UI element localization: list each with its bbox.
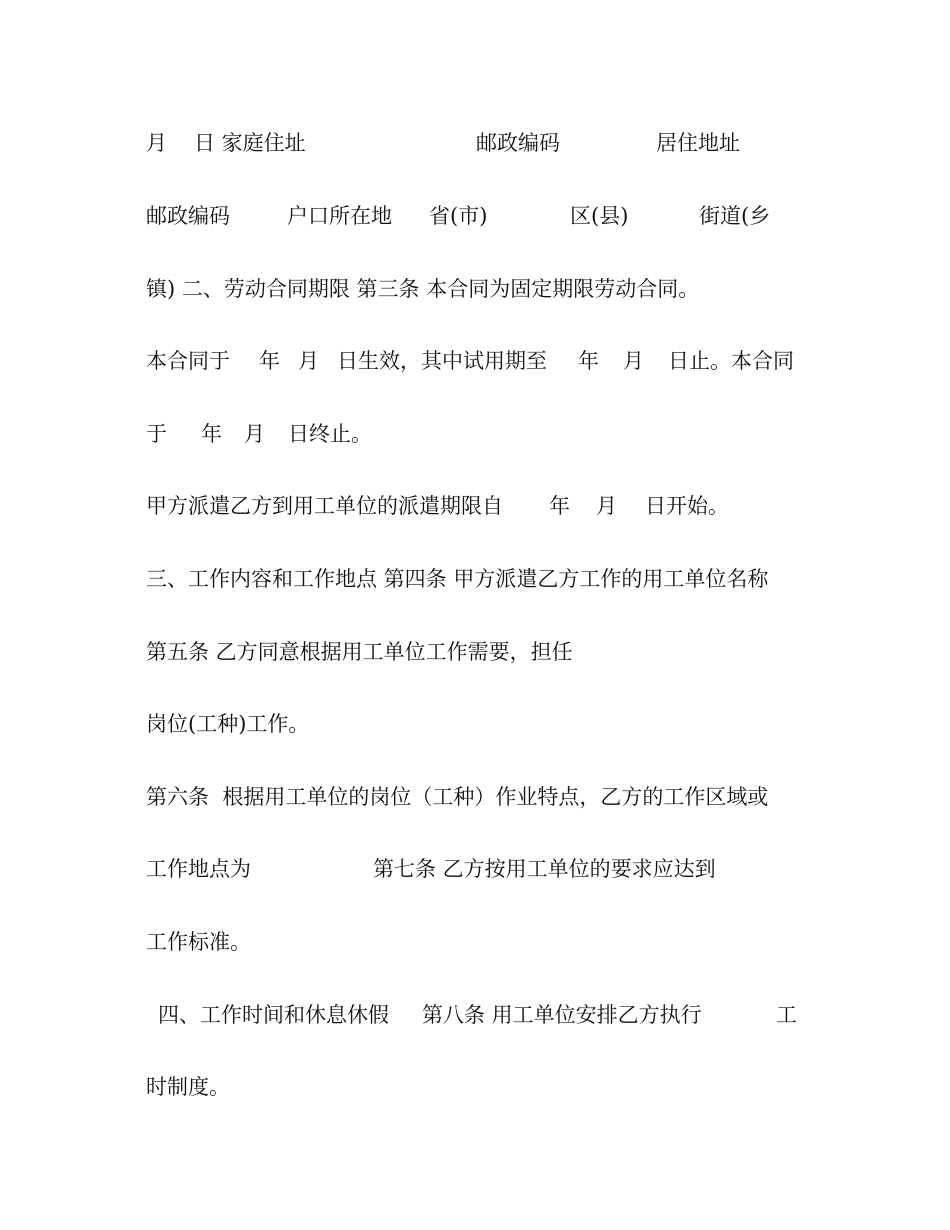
text-segment: 区(县)	[570, 204, 629, 228]
text-line	[146, 639, 573, 717]
text-segment: 日生效，其中试用期至	[337, 349, 547, 373]
text-segment: 甲方派遣乙方到用工单位的派遣期限自	[146, 494, 503, 518]
text-segment: 日终止。	[288, 422, 372, 446]
text-segment: 月	[298, 349, 319, 373]
text-segment: 日 家庭住址	[194, 131, 306, 155]
text-segment: 年	[259, 349, 280, 373]
text-line	[146, 784, 769, 862]
text-segment: 月	[146, 131, 167, 155]
text-segment: 岗位(工种)工作。	[146, 712, 310, 736]
text-segment: 月	[596, 494, 617, 518]
text-segment: 工	[776, 1003, 797, 1027]
text-segment: 本合同于	[146, 349, 230, 373]
text-segment: 镇) 二、劳动合同期限 第三条 本合同为固定期限劳动合同。	[146, 277, 700, 301]
text-segment: 于	[146, 422, 167, 446]
text-segment: 三、工作内容和工作地点 第四条 甲方派遣乙方工作的用工单位名称	[146, 567, 769, 591]
text-segment: 日止。本合同	[668, 349, 794, 373]
text-segment: 街道(乡	[699, 204, 771, 228]
text-line	[146, 566, 769, 644]
text-segment: 年	[201, 422, 222, 446]
text-line	[146, 711, 310, 789]
text-segment: 居住地址	[656, 131, 740, 155]
text-segment: 四、工作时间和休息休假	[158, 1003, 389, 1027]
text-segment: 月	[623, 349, 644, 373]
text-segment: 工作标准。	[146, 930, 251, 954]
text-segment: 省(市)	[429, 204, 488, 228]
text-segment: 工作地点为	[146, 857, 251, 881]
text-line	[146, 929, 251, 1007]
text-segment: 年	[549, 494, 570, 518]
text-line	[146, 276, 700, 354]
text-line	[146, 1074, 230, 1152]
text-segment: 时制度。	[146, 1075, 230, 1099]
text-segment: 邮政编码	[476, 131, 560, 155]
text-segment: 第八条 用工单位安排乙方执行	[422, 1003, 702, 1027]
text-segment: 邮政编码	[146, 204, 230, 228]
text-segment: 第五条 乙方同意根据用工单位工作需要，担任	[146, 640, 573, 664]
text-segment: 日开始。	[645, 494, 729, 518]
text-segment: 第六条 根据用工单位的岗位（工种）作业特点，乙方的工作区域或	[146, 785, 769, 809]
text-segment: 月	[244, 422, 265, 446]
text-segment: 户口所在地	[287, 204, 392, 228]
text-segment: 第七条 乙方按用工单位的要求应达到	[373, 857, 716, 881]
text-segment: 年	[578, 349, 599, 373]
